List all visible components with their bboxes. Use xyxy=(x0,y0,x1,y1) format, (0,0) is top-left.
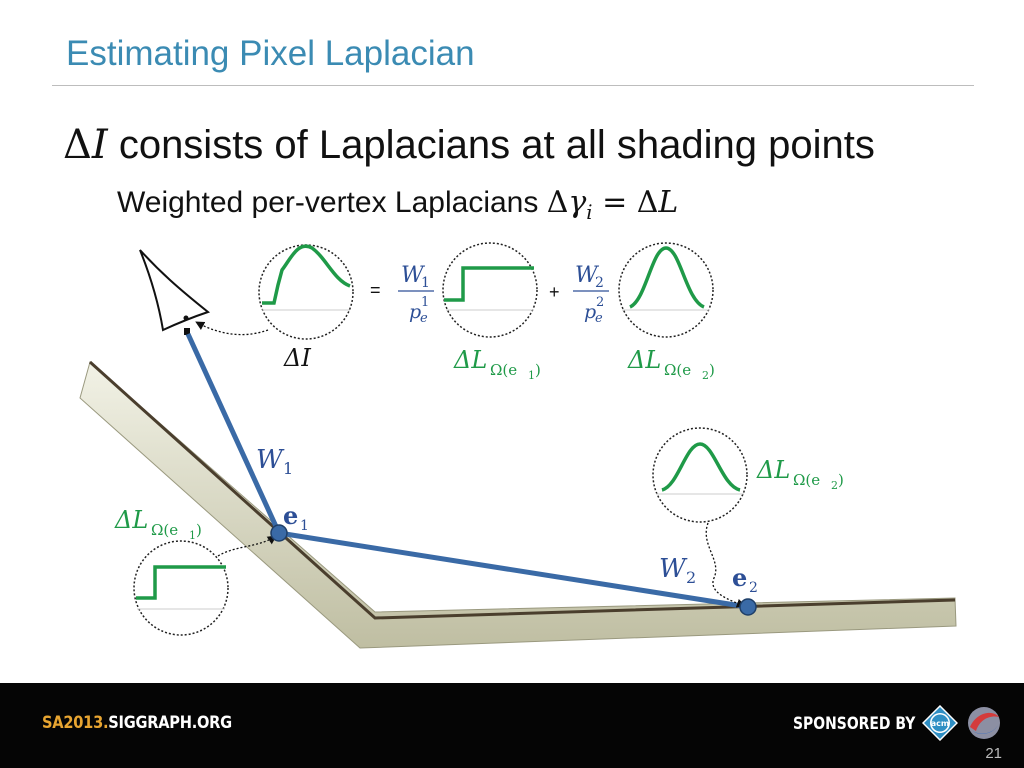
equation-plus: + xyxy=(549,282,560,302)
label-e1-top-omega: Ω(e xyxy=(490,361,518,379)
footer-bar xyxy=(0,683,1024,768)
footer-site-suffix: SIGGRAPH.ORG xyxy=(108,713,232,733)
label-e2-bottom-paren: ) xyxy=(838,471,844,489)
label-delta-L-e1-top xyxy=(453,346,541,382)
fraction-w2-pe2 xyxy=(573,263,609,326)
label-e2-bottom-omega: Ω(e xyxy=(793,471,821,489)
fraction-w2-numerator: W xyxy=(575,263,598,288)
vertex-e2-sub: 2 xyxy=(749,580,758,596)
bullet-main-delta: Δ xyxy=(63,122,92,168)
label-delta-L-e2-bottom xyxy=(756,456,844,492)
edge-w1-letter: W xyxy=(256,445,283,475)
label-delta-L-e1-left xyxy=(114,506,202,542)
siggraph-logo-icon xyxy=(966,705,1002,741)
bullet-sub-delta: Δ xyxy=(546,185,569,220)
vertex-e2-letter: e xyxy=(732,563,748,592)
label-e1-left-paren: ) xyxy=(196,521,202,539)
label-e1-left-omega: Ω(e xyxy=(151,521,179,539)
fraction-w2-numerator-sub: 2 xyxy=(595,275,604,291)
inset-gauss-e2-bottom xyxy=(653,428,747,522)
equation-equals: = xyxy=(370,280,381,300)
bullet-main-var: I xyxy=(91,122,108,168)
bullet-sub-equals: = Δ xyxy=(592,185,659,220)
label-e1-left-sub: 1 xyxy=(189,529,196,542)
label-e2-top-sub: 2 xyxy=(702,369,709,382)
edge-w2-letter: W xyxy=(659,554,686,584)
edge-label-w2 xyxy=(659,554,696,587)
label-delta-I: ΔI xyxy=(284,344,311,372)
vertex-e1-letter: e xyxy=(283,501,299,530)
inset-gauss-e2-top xyxy=(619,243,713,337)
vertex-label-e1 xyxy=(283,501,309,534)
fraction-pe1-sup: 1 xyxy=(421,295,430,310)
fraction-pe2-p: p xyxy=(584,301,597,323)
inset-step-e1-bottom xyxy=(134,541,228,635)
bullet-sub-gamma: γ xyxy=(568,185,587,220)
footer-site-link[interactable] xyxy=(42,713,232,733)
edge-w1-sub: 1 xyxy=(283,459,294,478)
vertex-e2 xyxy=(740,599,756,615)
label-e2-top-dl: ΔL xyxy=(628,346,662,374)
acm-logo-icon xyxy=(922,705,958,741)
edge-w2-sub: 2 xyxy=(686,568,697,587)
label-e2-bottom-sub: 2 xyxy=(831,479,838,492)
fraction-pe2-e: e xyxy=(595,311,603,326)
page-number: 21 xyxy=(985,745,1002,762)
slide-title: Estimating Pixel Laplacian xyxy=(66,34,475,73)
fraction-w1-numerator: W xyxy=(401,263,424,288)
bullet-sub-i: i xyxy=(586,201,593,224)
fraction-w1-pe1 xyxy=(398,263,434,326)
label-delta-L-e2-top xyxy=(627,346,715,382)
label-e1-top-paren: ) xyxy=(535,361,541,379)
inset-step-e1 xyxy=(443,243,537,337)
bullet-sub-L: L xyxy=(658,185,679,220)
footer-site-prefix: SA2013. xyxy=(42,713,109,733)
label-e1-top-dl: ΔL xyxy=(454,346,488,374)
edge-label-w1 xyxy=(256,445,293,478)
fraction-pe2-sup: 2 xyxy=(596,295,605,310)
vertex-label-e2 xyxy=(732,563,758,596)
acm-logo-text: acm xyxy=(930,719,950,728)
bullet-main-text: consists of Laplacians at all shading points xyxy=(107,123,875,167)
fraction-pe1-e: e xyxy=(420,311,428,326)
label-e2-top-omega: Ω(e xyxy=(664,361,692,379)
footer-sponsored-by: SPONSORED BY xyxy=(793,714,916,734)
fraction-w1-numerator-sub: 1 xyxy=(421,275,430,291)
vertex-e1-sub: 1 xyxy=(300,518,309,534)
label-e1-top-sub: 1 xyxy=(528,369,535,382)
inset-delta-I xyxy=(259,245,353,339)
label-e1-left-dl: ΔL xyxy=(115,506,149,534)
fraction-pe1-p: p xyxy=(409,301,422,323)
label-e2-bottom-dl: ΔL xyxy=(757,456,791,484)
bullet-sub-text: Weighted per-vertex Laplacians xyxy=(117,186,547,219)
label-e2-top-paren: ) xyxy=(709,361,715,379)
